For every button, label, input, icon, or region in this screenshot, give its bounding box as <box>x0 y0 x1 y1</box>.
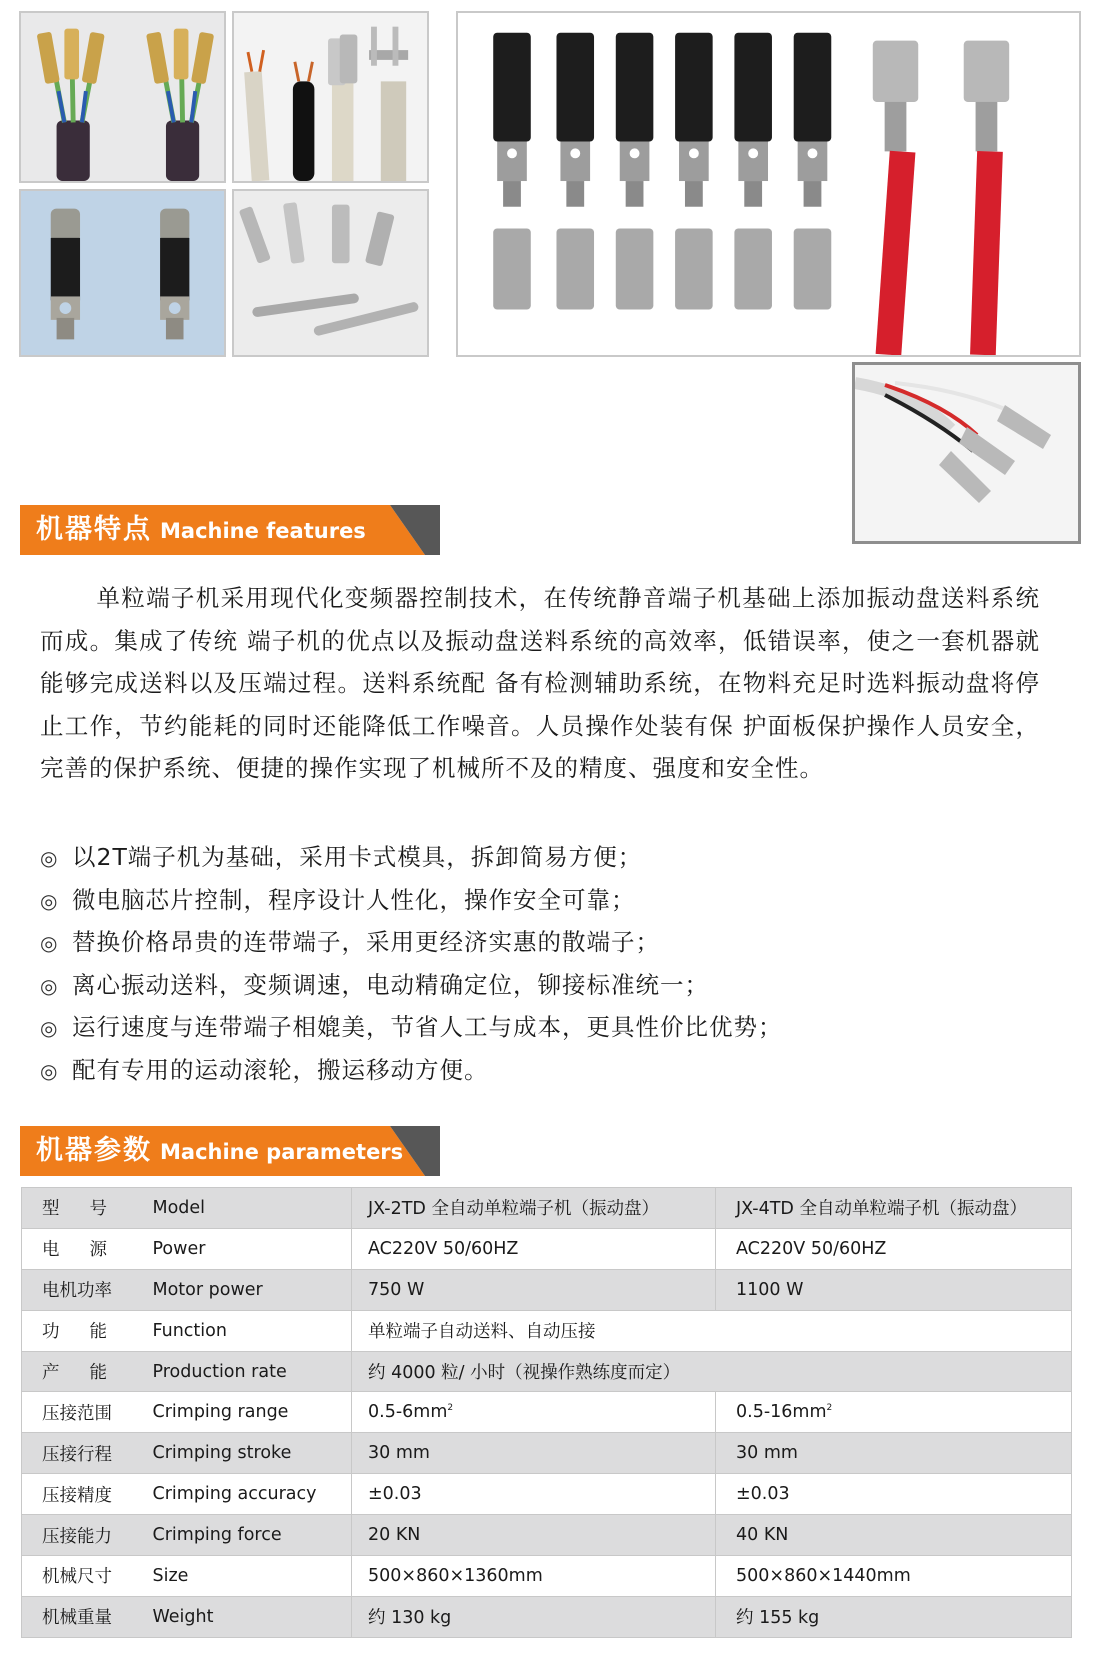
table-row <box>22 1596 1072 1637</box>
shared-value: 单粒端子自动送料、自动压接 <box>352 1310 1072 1351</box>
model-b-value: AC220V 50/60HZ <box>716 1228 1072 1269</box>
row-label-en: Size <box>143 1556 352 1597</box>
feature-text: 微电脑芯片控制，程序设计人性化，操作安全可靠； <box>72 885 636 914</box>
row-label-zh: 机械尺寸 <box>22 1556 143 1597</box>
row-label-en: Power <box>143 1228 352 1269</box>
row-label-en: Crimping stroke <box>143 1433 352 1474</box>
photo-terminals-on-wires <box>19 11 226 183</box>
row-label-en: Crimping force <box>143 1515 352 1556</box>
table-row <box>22 1228 1072 1269</box>
params-title-en: Machine parameters <box>160 1140 404 1164</box>
model-b-value: 40 KN <box>716 1515 1072 1556</box>
feature-item <box>40 964 1040 1007</box>
feature-item <box>40 836 1040 879</box>
table-row <box>22 1515 1072 1556</box>
params-section-header <box>20 1124 440 1178</box>
row-label-en: Model <box>143 1188 352 1229</box>
row-label-zh: 压接范围 <box>22 1392 143 1433</box>
row-label-zh: 电源 <box>22 1228 143 1269</box>
photo-fork-terminals <box>852 362 1081 544</box>
model-a-value: 750 W <box>352 1269 716 1310</box>
photo-loose-terminals <box>232 189 429 357</box>
bullet-mark: ◎ <box>40 846 59 870</box>
bullet-mark: ◎ <box>40 1058 59 1083</box>
shared-value: 约 4000 粒/ 小时（视操作熟练度而定） <box>352 1351 1072 1392</box>
model-b-value: 500×860×1440mm <box>716 1556 1072 1597</box>
feature-item <box>40 1006 1040 1049</box>
value-text: 0.5-16mm <box>736 1402 827 1423</box>
features-intro: 单粒端子机采用现代化变频器控制技术，在传统静音端子机基础上添加振动盘送料系统而成。集成了传统 端子机的优点以及振动盘送料系统的高效率，低错误率，使之一套机器就能够完成送料以及压端过程。送料系统配 备有检测辅助系统，在物料充足时选料振动盘将停止工作，节约能耗的同时还能降低工作噪音。人员操作处装有保 护面板保护操作人员安全，完善的保护系统、便捷的操作实现了机械所不及的精度、强度和安全性。 <box>40 584 1040 782</box>
brush-right <box>160 209 189 340</box>
row-label-en: Function <box>143 1310 352 1351</box>
params-title <box>36 1134 403 1168</box>
feature-item <box>40 1049 1040 1092</box>
row-label-en: Production rate <box>143 1351 352 1392</box>
bullet-mark: ◎ <box>40 931 59 955</box>
model-a-value <box>352 1392 716 1433</box>
table-row <box>22 1556 1072 1597</box>
feature-text: 离心振动送料，变频调速，电动精确定位，铆接标准统一； <box>72 970 709 999</box>
model-a-value: ±0.03 <box>352 1474 716 1515</box>
brush-left <box>51 209 80 340</box>
photo-carbon-brush-terminals <box>19 189 226 357</box>
table-row <box>22 1188 1072 1229</box>
row-label-zh: 功能 <box>22 1310 143 1351</box>
table-row <box>22 1433 1072 1474</box>
model-a-value: 约 130 kg <box>352 1596 716 1637</box>
model-b-value: ±0.03 <box>716 1474 1072 1515</box>
model-b-value <box>716 1392 1072 1433</box>
row-label-zh: 产能 <box>22 1351 143 1392</box>
table-row <box>22 1474 1072 1515</box>
bullet-mark: ◎ <box>40 888 59 913</box>
superscript: 2 <box>447 1403 454 1414</box>
value-text: 0.5-6mm <box>368 1402 448 1423</box>
photo-cables-with-pins <box>232 11 429 183</box>
row-label-zh: 电机功率 <box>22 1269 143 1310</box>
feature-text: 替换价格昂贵的连带端子，采用更经济实惠的散端子； <box>72 928 660 956</box>
bullet-mark: ◎ <box>40 1016 59 1040</box>
model-a-value: JX-2TD 全自动单粒端子机（振动盘） <box>352 1188 716 1229</box>
superscript: 2 <box>826 1403 833 1414</box>
features-title-zh: 机器特点 <box>36 514 152 545</box>
model-b-value: 30 mm <box>716 1433 1072 1474</box>
wire-bundle-left <box>37 29 105 181</box>
bullet-mark: ◎ <box>40 973 59 998</box>
model-b-value: 1100 W <box>716 1269 1072 1310</box>
row-label-en: Motor power <box>143 1269 352 1310</box>
row-label-en: Crimping range <box>143 1392 352 1433</box>
row-label-zh: 压接能力 <box>22 1515 143 1556</box>
features-section-header <box>20 503 440 557</box>
feature-text: 运行速度与连带端子相媲美，节省人工与成本，更具性价比优势； <box>72 1013 783 1041</box>
photo-brush-holders-and-red-wires <box>456 11 1081 357</box>
table-row <box>22 1310 1072 1351</box>
row-label-en: Crimping accuracy <box>143 1474 352 1515</box>
params-title-zh: 机器参数 <box>36 1135 152 1166</box>
table-row <box>22 1392 1072 1433</box>
model-a-value: AC220V 50/60HZ <box>352 1228 716 1269</box>
feature-text: 配有专用的运动滚轮，搬运移动方便。 <box>72 1055 489 1084</box>
row-label-zh: 压接精度 <box>22 1474 143 1515</box>
model-a-value: 500×860×1360mm <box>352 1556 716 1597</box>
features-title-en: Machine features <box>160 519 366 543</box>
table-row <box>22 1269 1072 1310</box>
model-b-value: JX-4TD 全自动单粒端子机（振动盘） <box>716 1188 1072 1229</box>
feature-text: 以2T端子机为基础，采用卡式模具，拆卸简易方便； <box>72 843 643 871</box>
params-table <box>21 1187 1072 1638</box>
wire-bundle-right <box>146 29 214 181</box>
feature-item <box>40 921 1040 964</box>
model-b-value: 约 155 kg <box>716 1596 1072 1637</box>
model-a-value: 30 mm <box>352 1433 716 1474</box>
row-label-zh: 压接行程 <box>22 1433 143 1474</box>
row-label-zh: 机械重量 <box>22 1596 143 1637</box>
row-label-en: Weight <box>143 1596 352 1637</box>
features-list <box>40 836 1040 1091</box>
female-terminal-row <box>493 228 831 309</box>
red-wire-terminals <box>873 41 1009 355</box>
features-title <box>36 513 366 547</box>
model-a-value: 20 KN <box>352 1515 716 1556</box>
feature-item <box>40 879 1040 922</box>
table-row <box>22 1351 1072 1392</box>
row-label-zh: 型号 <box>22 1188 143 1229</box>
brush-holder-row <box>493 33 831 207</box>
